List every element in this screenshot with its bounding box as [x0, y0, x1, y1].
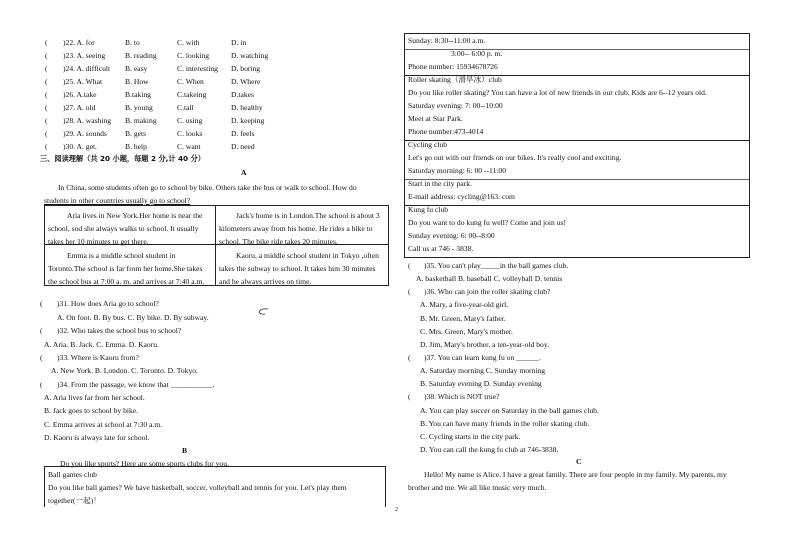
question-36-option-c: C. Mrs. Green, Mary's mother. — [420, 327, 513, 336]
question-38-option-b: B. You can have many friends in the roller skating club. — [420, 419, 590, 428]
cloze-option-d: D. watching — [231, 51, 269, 60]
bracket: ( — [45, 38, 48, 47]
question-35: )35. You can't play_____in the ball games club. — [424, 261, 569, 270]
cloze-option-c: C. interesting — [177, 64, 218, 73]
passage-a-intro-2: students in other countries usually go to school? — [44, 196, 191, 205]
aria-line-2: school, sod she always walks to school. It usually — [48, 224, 199, 233]
cycling-club-title: Cycling club — [408, 140, 448, 149]
bracket: ( — [45, 142, 48, 151]
cloze-option-num: )27. A. old — [63, 103, 96, 112]
cloze-option-c: C. looking — [177, 51, 210, 60]
jack-line-1: Jack's home is in London.The school is about 3 — [236, 211, 380, 220]
roller-time: Saturday evening: 7: 00--10:00 — [408, 101, 503, 110]
cloze-option-b: B. help — [125, 142, 147, 151]
question-33: )33. Where is Kaoru from? — [57, 353, 139, 362]
clubs-box — [404, 33, 750, 258]
cloze-option-c: C.takeing — [177, 90, 207, 99]
club-divider — [405, 140, 749, 141]
cloze-option-b: B. making — [125, 116, 157, 125]
question-36-option-a: A. Mary, a five-year-old girl. — [420, 300, 509, 309]
bracket: ( — [45, 129, 48, 138]
kungfu-club-text: Do you want to do kung fu well? Come and join us! — [408, 218, 566, 227]
bracket: ( — [45, 103, 48, 112]
question-36-option-b: B. Mr. Green, Mary's father. — [420, 314, 506, 323]
ball-games-club-box — [44, 466, 386, 507]
section-3-heading: 三、阅读理解（共 20 小题，每题 2 分,计 40 分） — [40, 154, 205, 163]
question-38-option-c: C. Cycling starts in the city park. — [420, 432, 521, 441]
question-38: )38. Which is NOT true? — [424, 392, 500, 401]
cloze-option-c: C.tall — [177, 103, 194, 112]
cloze-option-d: D. keeping — [231, 116, 265, 125]
kungfu-phone: Call us at 746 - 3838. — [408, 244, 474, 253]
cloze-option-d: D. need — [231, 142, 255, 151]
jack-cell — [215, 205, 389, 245]
cloze-option-d: D. boring — [231, 64, 261, 73]
cloze-option-num: )28. A. washing — [63, 116, 112, 125]
jack-line-3: school. The bike ride takes 20 minutes. — [219, 237, 338, 246]
cloze-option-c: C. with — [177, 38, 200, 47]
ball-club-text: Do you like ball games? We have basketball, soccer, volleyball and tennis for you. Let's play them — [48, 483, 347, 492]
bracket: ( — [408, 392, 411, 401]
cloze-option-c: C. want — [177, 142, 201, 151]
question-34-option-b: B. Jack goes to school by bike. — [44, 406, 139, 415]
kungfu-time: Sunday evening: 6: 00--8:00 — [408, 231, 495, 240]
question-34-option-c: C. Emma arrives at school at 7:30 a.m. — [44, 420, 163, 429]
bracket: ( — [40, 299, 43, 308]
kaoru-line-1: Kaoru, a middle school student in Tokyo ,often — [236, 251, 379, 260]
cloze-option-d: D. healthy — [231, 103, 263, 112]
pen-mark — [256, 307, 270, 317]
bracket: ( — [408, 287, 411, 296]
question-33-options: A. New York. B. London. C. Toronto. D. Tokyo. — [51, 366, 198, 375]
question-38-option-d: D. You can call the kung fu club at 746-3838. — [420, 445, 559, 454]
cloze-option-num: )23. A. seeing — [63, 51, 106, 60]
cloze-option-b: B. gets — [125, 129, 147, 138]
cycling-club-text: Let's go out with our friends on our bikes. It's really cool and exciting. — [408, 153, 622, 162]
kungfu-club-title: Kung fu club — [408, 205, 449, 214]
roller-phone: Phone number:473-4014 — [408, 127, 484, 136]
emma-cell — [44, 244, 216, 286]
passage-b-intro: Do you like sports? Here are some sports clubs for you. — [60, 459, 229, 468]
cloze-option-b: B. to — [125, 38, 140, 47]
cloze-option-num: )26. A.take — [63, 90, 97, 99]
row-divider — [405, 49, 749, 50]
bracket: ( — [408, 261, 411, 270]
question-34-option-d: D. Kaoru is always late for school. — [44, 433, 150, 442]
bracket: ( — [45, 64, 48, 73]
page-number: 2 — [395, 507, 398, 513]
cycling-time: Saturday morning: 6: 00 --11:00 — [408, 166, 507, 175]
roller-place: Meet at Star Park. — [408, 114, 463, 123]
cloze-option-b: B.taking — [125, 90, 151, 99]
club-divider — [405, 75, 749, 76]
kaoru-line-3: and he always arrives on time. — [219, 277, 312, 286]
bracket: ( — [40, 353, 43, 362]
question-36: )36. Who can join the roller skating club? — [424, 287, 551, 296]
question-37-options-2: B. Saturday evening D. Sunday evening — [420, 379, 542, 388]
cloze-option-b: B. young — [125, 103, 153, 112]
emma-line-3: the school bus at 7:00 a. m. and arrives at 7:40 a.m. — [48, 277, 205, 286]
cloze-option-b: B. reading — [125, 51, 157, 60]
question-37: )37. You can learn kung fu on ______. — [424, 353, 541, 362]
passage-b-label: B — [182, 446, 188, 455]
question-34-option-a: A. Aria lives far from her school. — [44, 393, 145, 402]
passage-a-label: A — [241, 168, 247, 177]
question-32: )32. Who takes the school bus to school? — [57, 326, 182, 335]
kaoru-line-2: takes the subway to school. It takes him 30 minutes — [219, 264, 376, 273]
cloze-option-num: )24. A. difficult — [63, 64, 111, 73]
bracket: ( — [45, 77, 48, 86]
roller-club-title: Roller skating（滑旱冰）club — [408, 75, 502, 84]
bracket: ( — [40, 326, 43, 335]
cloze-option-d: D. Where — [231, 77, 261, 86]
aria-line-1: Aria lives in New York.Her home is near the — [67, 211, 203, 220]
jack-line-2: kilometers away from his home. He rides a bike to — [219, 224, 373, 233]
bracket: ( — [45, 116, 48, 125]
ball-club-together: together(一起)！ — [48, 496, 101, 505]
bracket: ( — [45, 51, 48, 60]
cloze-option-num: )25. A. What — [63, 77, 103, 86]
cycling-place: Start in the city park. — [408, 179, 472, 188]
bracket: ( — [45, 90, 48, 99]
roller-club-text: Do you like roller skating? You can have a lot of new friends in our club. Kids are 6--12 years old. — [408, 88, 707, 97]
cloze-option-c: C. When — [177, 77, 204, 86]
cloze-option-d: D. in — [231, 38, 247, 47]
emma-line-1: Emma is a middle school student in — [67, 251, 176, 260]
cloze-option-d: D.takes — [231, 90, 254, 99]
cycling-email: E-mail address: cycling@163. com — [408, 192, 515, 201]
question-38-option-a: A. You can play soccer on Saturday in the ball games club. — [420, 406, 599, 415]
club-divider — [405, 205, 749, 206]
cloze-option-num: )29. A. sounds — [63, 129, 107, 138]
question-37-options-1: A. Saturday morning C. Sunday morning — [420, 366, 546, 375]
aria-line-3: takes her 10 minutes to get there. — [48, 237, 149, 246]
cloze-option-num: )30. A. get. — [63, 142, 97, 151]
cloze-option-c: C. using — [177, 116, 203, 125]
aria-cell — [44, 205, 216, 245]
question-36-option-d: D. Jim, Mary's brother, a ten-year-old boy. — [420, 340, 550, 349]
question-32-options: A. Aria. B. Jack. C. Emma. D. Kaoru. — [44, 340, 159, 349]
question-35-options: A. basketball B. baseball C. volleyball D. tennis — [416, 274, 563, 283]
sunday-time: Sunday: 8:30--11:00 a.m. — [408, 36, 486, 45]
cloze-option-b: B. How — [125, 77, 149, 86]
phone-number: Phone number: 15934678726 — [408, 62, 498, 71]
bracket: ( — [408, 353, 411, 362]
cloze-option-d: D. feels — [231, 129, 255, 138]
emma-line-2: Toronto.The school is far from her home.She takes — [48, 264, 203, 273]
passage-c-line-2: brother and me. We all like music very much. — [408, 483, 547, 492]
cloze-option-num: )22. A. for — [63, 38, 95, 47]
cloze-option-b: B. easy — [125, 64, 148, 73]
kaoru-cell — [215, 244, 389, 286]
question-31-options: A. On foot. B. By bus. C. By bike. D. By subway. — [57, 313, 209, 322]
sunday-time-2: 3:00-- 6:00 p. m. — [451, 49, 503, 58]
ball-club-title: Ball games club — [48, 470, 97, 479]
passage-c-line-1: Hello! My name is Alice. I have a great family. There are four people in my family. My parents, my — [424, 470, 727, 479]
question-31: )31. How does Aria go to school? — [57, 299, 159, 308]
bracket: ( — [40, 380, 43, 389]
passage-c-label: C — [576, 457, 582, 466]
row-divider — [405, 179, 749, 180]
question-34: )34. From the passage, we know that ___________. — [57, 380, 215, 389]
cloze-option-c: C. looks — [177, 129, 203, 138]
passage-a-intro-1: In China, some students often go to school by bike. Others take the bus or walk to school. How do — [58, 183, 357, 192]
